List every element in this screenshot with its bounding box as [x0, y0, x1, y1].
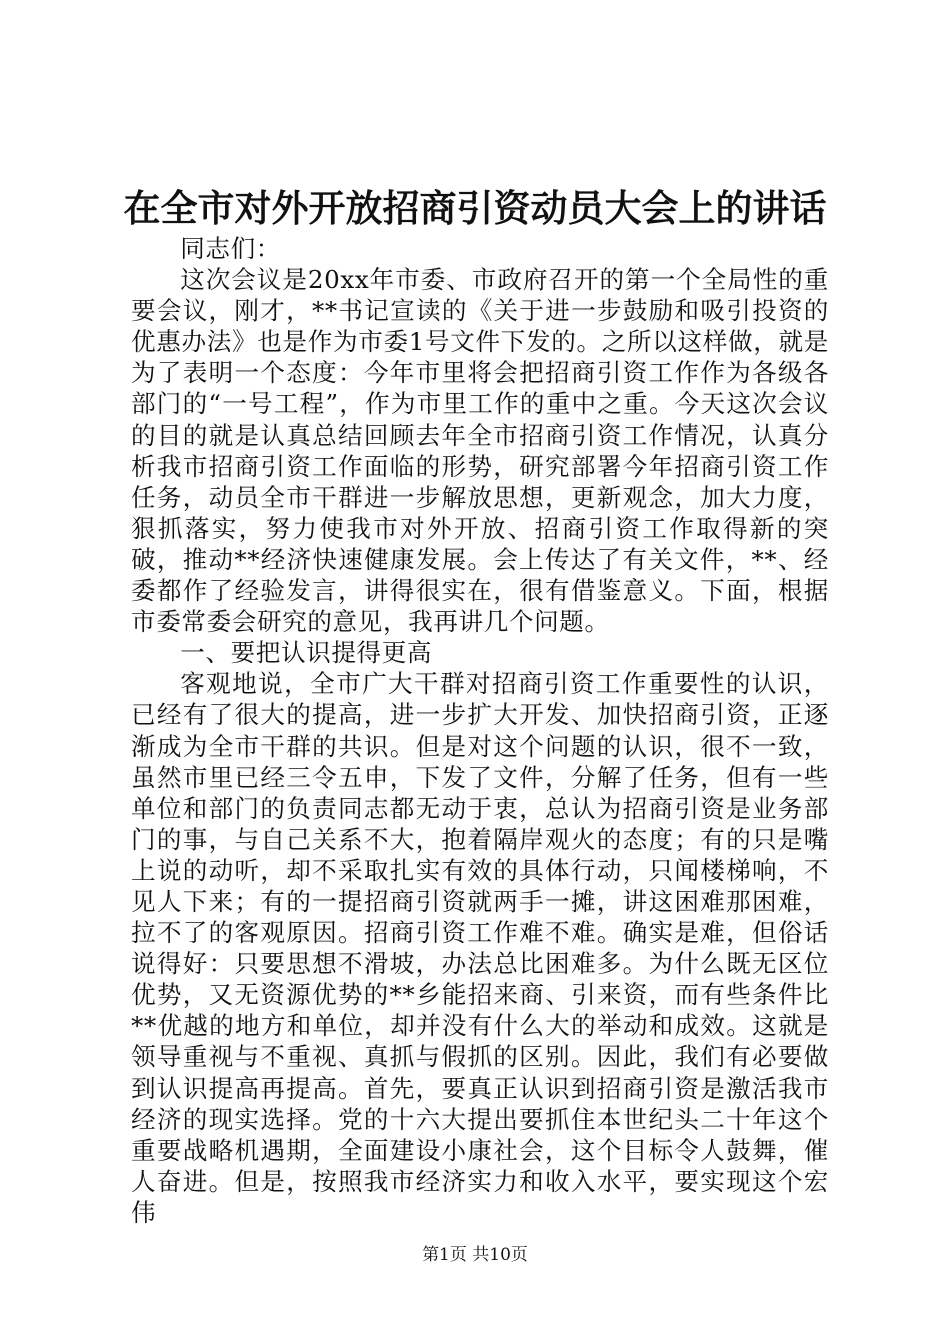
document-title: 在全市对外开放招商引资动员大会上的讲话 — [123, 186, 827, 230]
section-heading: 一、要把认识提得更高 — [180, 638, 433, 668]
document-body — [131, 233, 829, 1228]
intro-paragraph: 这次会议是20xx年市委、市政府召开的第一个全局性的重要会议，刚才，**书记宣读的《关于进一步鼓励和吸引投资的优惠办法》也是作为市委1号文件下发的。之所以这样做，就是为了表明一个态度：今年市里将会把招商引资工作作为各级各部门的“一号工程”，作为市里工作的重中之重。今天这次会议的目的就是认真总结回顾去年全市招商引资工作情况，认真分析我市招商引资工作面临的形势，研究部署今年招商引资工作任务，动员全市干群进一步解放思想，更新观念，加大力度，狠抓落实，努力使我市对外开放、招商引资工作取得新的突破，推动**经济快速健康发展。会上传达了有关文件，**、经委都作了经验发言，讲得很实在，很有借鉴意义。下面，根据市委常委会研究的意见，我再讲几个问题。 — [131, 265, 829, 637]
salutation-paragraph: 同志们： — [180, 234, 281, 263]
page-footer: 第1页 共10页 — [422, 1245, 528, 1265]
body-paragraph: 客观地说，全市广大干群对招商引资工作重要性的认识，已经有了很大的提高，进一步扩大开发、加快招商引资，正逐渐成为全市干群的共识。但是对这个问题的认识，很不一致，虽然市里已经三令五申，下发了文件，分解了任务，但有一些单位和部门的负责同志都无动于衷，总认为招商引资是业务部门的事，与自己关系不大，抱着隔岸观火的态度；有的只是嘴上说的动听，却不采取扎实有效的具体行动，只闻楼梯响，不见人下来；有的一提招商引资就两手一摊，讲这困难那困难，拉不了的客观原因。招商引资工作难不难。确实是难，但俗话说得好：只要思想不滑坡，办法总比困难多。为什么既无区位优势，又无资源优势的**乡能招来商、引来资，而有些条件比**优越的地方和单位，却并没有什么大的举动和成效。这就是领导重视与不重视、真抓与假抓的区别。因此，我们有必要做到认识提高再提高。首先，要真正认识到招商引资是激活我市经济的现实选择。党的十六大提出要抓住本世纪头二十年这个重要战略机遇期，全面建设小康社会，这个目标令人鼓舞，催人奋进。但是，按照我市经济实力和收入水平，要实现这个宏伟 — [131, 669, 829, 1227]
